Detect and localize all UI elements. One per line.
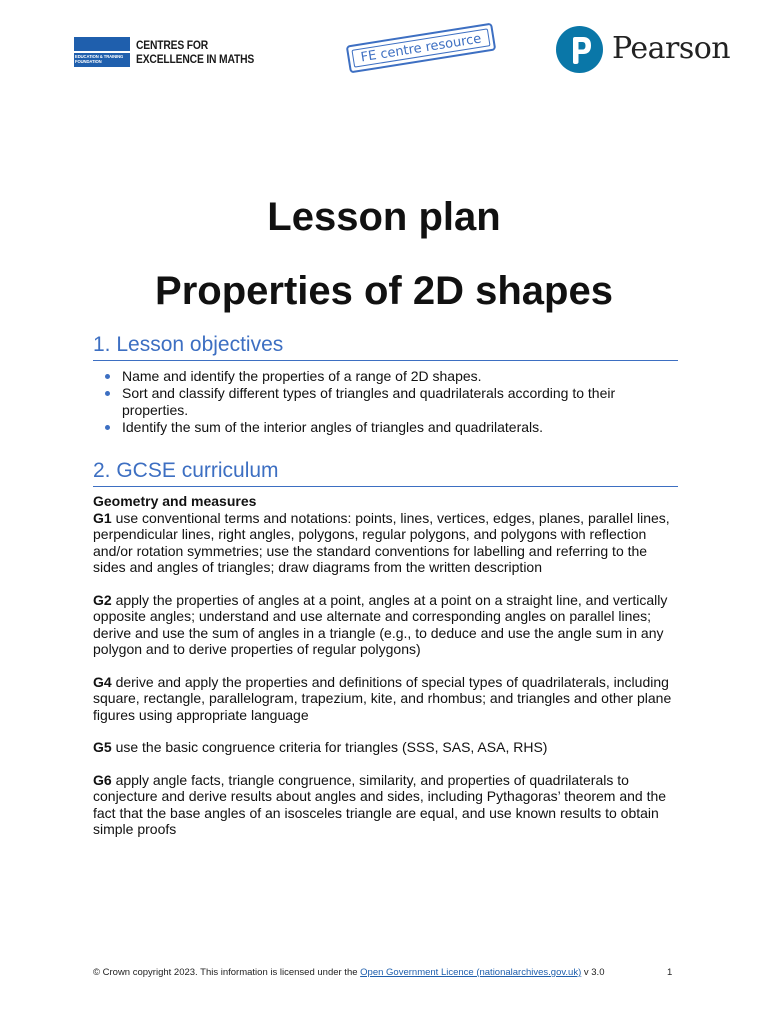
curriculum-text: use the basic congruence criteria for triangles (SSS, SAS, ASA, RHS) [111, 739, 548, 755]
list-item: Sort and classify different types of triangles and quadrilaterals according to their properties. [93, 385, 678, 419]
curriculum-text: apply the properties of angles at a point, angles at a point on a straight line, and vertically opposite angles; understand and use alternate and corresponding angles on parallel lines; derive and use the sum of angles in a triangle (e.g., to deduce and use the angle sum in any polygon and to derive properties of regular polygons) [93, 591, 668, 657]
document-title [0, 190, 768, 338]
title-line-2: Properties of 2D shapes [155, 269, 613, 313]
objectives-list [93, 368, 678, 436]
curriculum-code: G1 [93, 509, 112, 526]
curriculum-content [93, 493, 678, 854]
section-heading-lesson-objectives: 1. Lesson objectives [93, 333, 678, 361]
etf-logo-line2: EXCELLENCE IN MATHS [136, 52, 255, 66]
title-line-1: Lesson plan [267, 195, 501, 239]
curriculum-item-g1 [93, 510, 678, 576]
footer-copyright [93, 967, 683, 979]
curriculum-subheading: Geometry and measures [93, 493, 257, 509]
pearson-p-icon [556, 26, 603, 73]
curriculum-text: use conventional terms and notations: points, lines, vertices, edges, planes, parallel lines, perpendicular lines, right angles, polygons, regular polygons, and polygons with reflection and/or rotation symmetries; use the standard conventions for labelling and referring to the sides and angles of triangles; draw diagrams from the written description [93, 509, 670, 575]
list-item: Identify the sum of the interior angles of triangles and quadrilaterals. [93, 419, 678, 436]
curriculum-code: G2 [93, 591, 112, 608]
etf-centres-for-excellence-logo [74, 37, 264, 67]
curriculum-item-g5 [93, 739, 678, 756]
page-header [0, 0, 768, 90]
open-government-licence-link[interactable]: Open Government Licence (nationalarchives.gov.uk) [360, 967, 582, 978]
etf-logo-title [136, 38, 254, 66]
curriculum-code: G4 [93, 673, 112, 690]
curriculum-code: G6 [93, 771, 112, 788]
stamp-text: FE centre resource [359, 31, 483, 65]
curriculum-text: apply angle facts, triangle congruence, similarity, and properties of quadrilaterals to conjecture and derive results about angles and sides, including Pythagoras’ theorem and the fact that the base angles of an isosceles triangle are equal, and use known results to obtain simple proofs [93, 771, 667, 837]
curriculum-item-g2 [93, 592, 678, 658]
curriculum-item-g4 [93, 674, 678, 724]
pearson-wordmark: Pearson [612, 31, 731, 66]
footer-prefix: © Crown copyright 2023. This information is licensed under the [93, 967, 361, 978]
section-heading-gcse-curriculum: 2. GCSE curriculum [93, 459, 678, 487]
curriculum-code: G5 [93, 739, 112, 755]
etf-logo-line1: CENTRES FOR [136, 38, 209, 52]
etf-logo-small-text: EDUCATION & TRAINING FOUNDATION [75, 54, 124, 64]
page-number: 1 [667, 967, 673, 978]
etf-logo-block [74, 37, 130, 67]
curriculum-item-g6 [93, 772, 678, 838]
curriculum-text: derive and apply the properties and definitions of special types of quadrilaterals, including square, rectangle, parallelogram, trapezium, kite, and rhombus; and triangles and other plane figures using appropriate language [93, 673, 672, 723]
list-item: Name and identify the properties of a range of 2D shapes. [93, 368, 678, 385]
footer-suffix: v 3.0 [581, 967, 605, 978]
fe-centre-resource-stamp [346, 23, 497, 74]
